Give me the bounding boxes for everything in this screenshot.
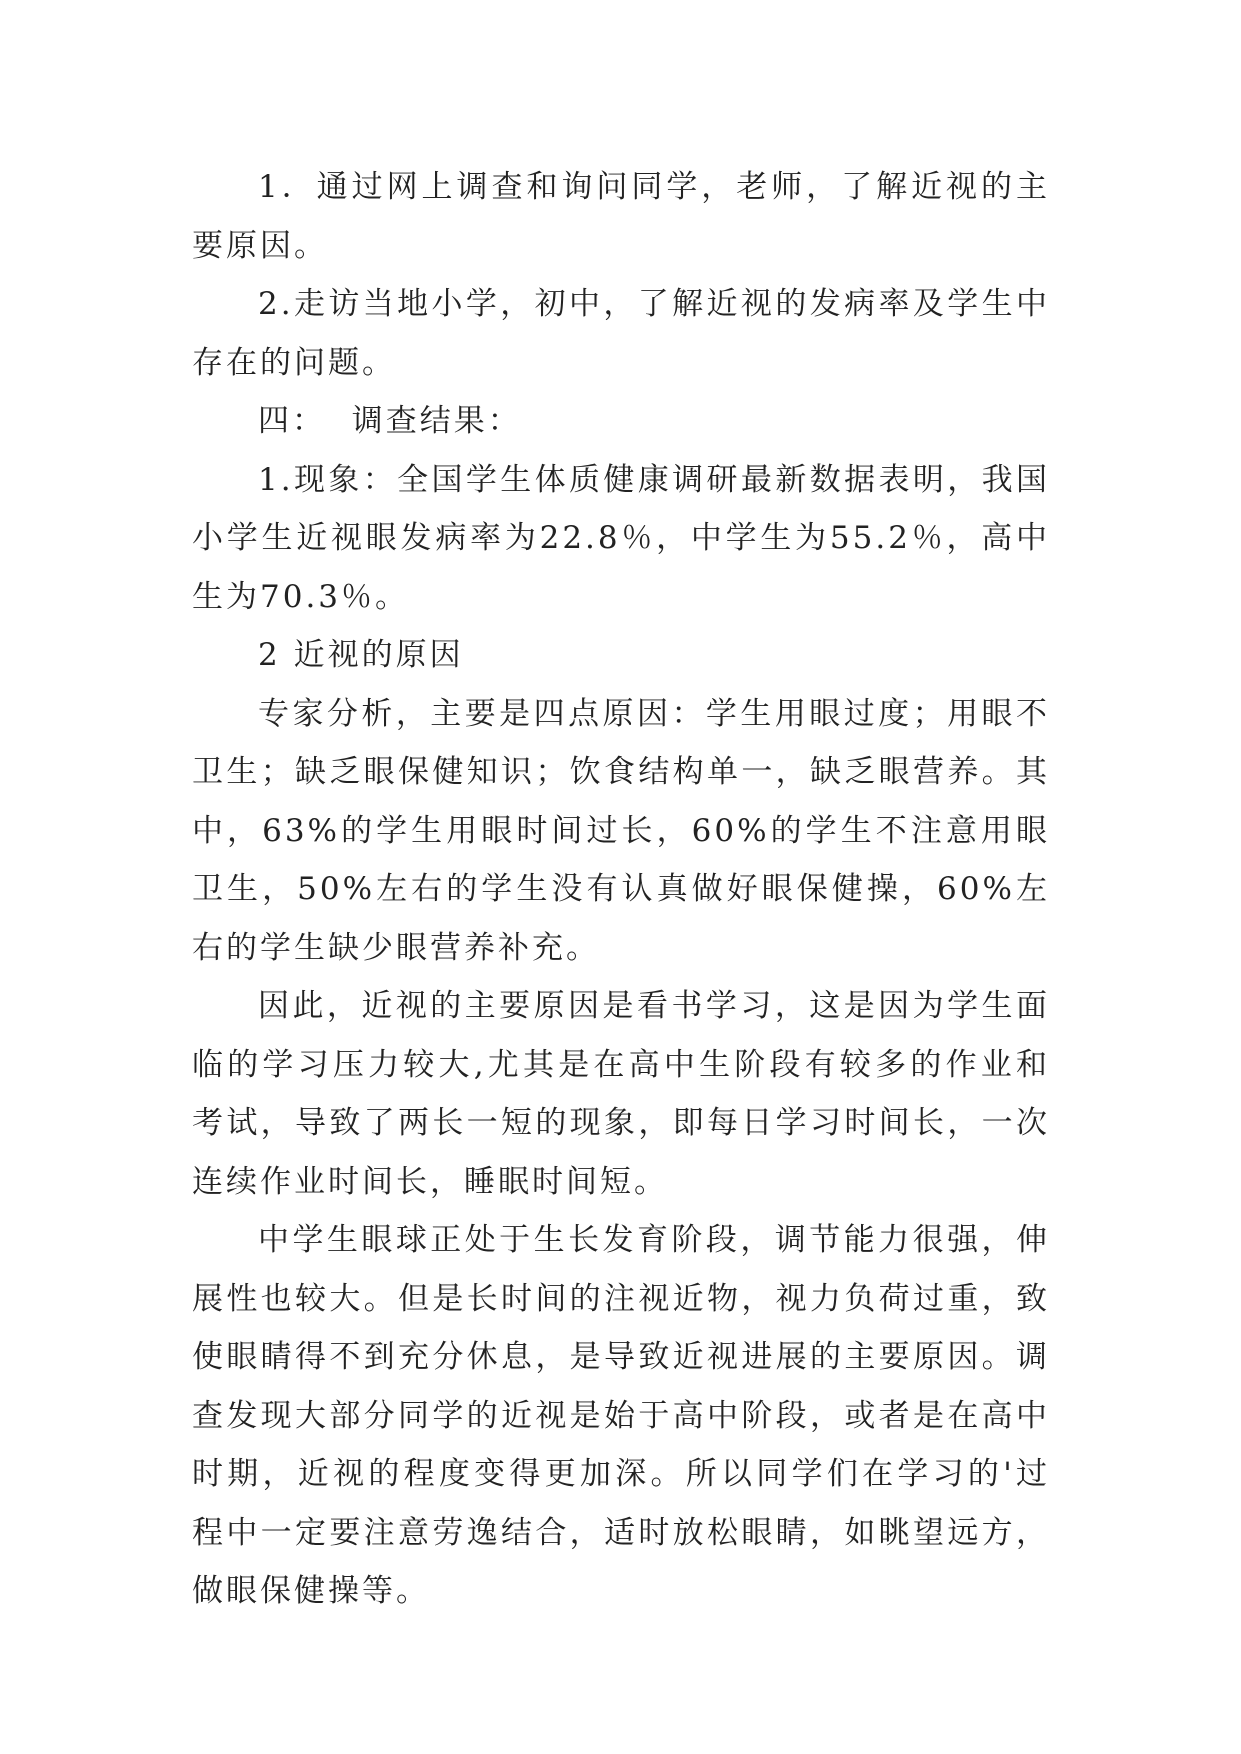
section-heading-results: 四： 调查结果： [258,403,522,439]
paragraph-expert-analysis: 专家分析，主要是四点原因：学生用眼过度；用眼不卫生；缺乏眼保健知识；饮食结构单一，缺乏眼营养。其中，63%的学生用眼时间过长，60%的学生不注意用眼卫生，50%左右的学生没有认真做好眼保健操，60%左右的学生缺少眼营养补充。 [192,695,1050,966]
paragraph-phenomenon: 1.现象：全国学生体质健康调研最新数据表明，我国小学生近视眼发病率为22.8％，中学生为55.2％，高中生为70.3％。 [192,461,1050,615]
document-body [192,158,1050,1621]
paragraph-eye-development: 中学生眼球正处于生长发育阶段，调节能力很强，伸展性也较大。但是长时间的注视近物，视力负荷过重，致使眼睛得不到充分休息，是导致近视进展的主要原因。调查发现大部分同学的近视是始于高中阶段，或者是在高中时期，近视的程度变得更加深。所以同学们在学习的'过程中一定要注意劳逸结合，适时放松眼睛，如眺望远方，做眼保健操等。 [192,1222,1050,1609]
paragraph-method-2: 2.走访当地小学，初中，了解近视的发病率及学生中存在的问题。 [192,286,1050,381]
subheading-causes: 2 近视的原因 [258,637,464,673]
paragraph-main-cause: 因此，近视的主要原因是看书学习，这是因为学生面临的学习压力较大,尤其是在高中生阶段有较多的作业和考试，导致了两长一短的现象，即每日学习时间长，一次连续作业时间长，睡眠时间短。 [192,988,1050,1200]
paragraph-method-1: 1．通过网上调查和询问同学，老师，了解近视的主要原因。 [192,169,1050,264]
